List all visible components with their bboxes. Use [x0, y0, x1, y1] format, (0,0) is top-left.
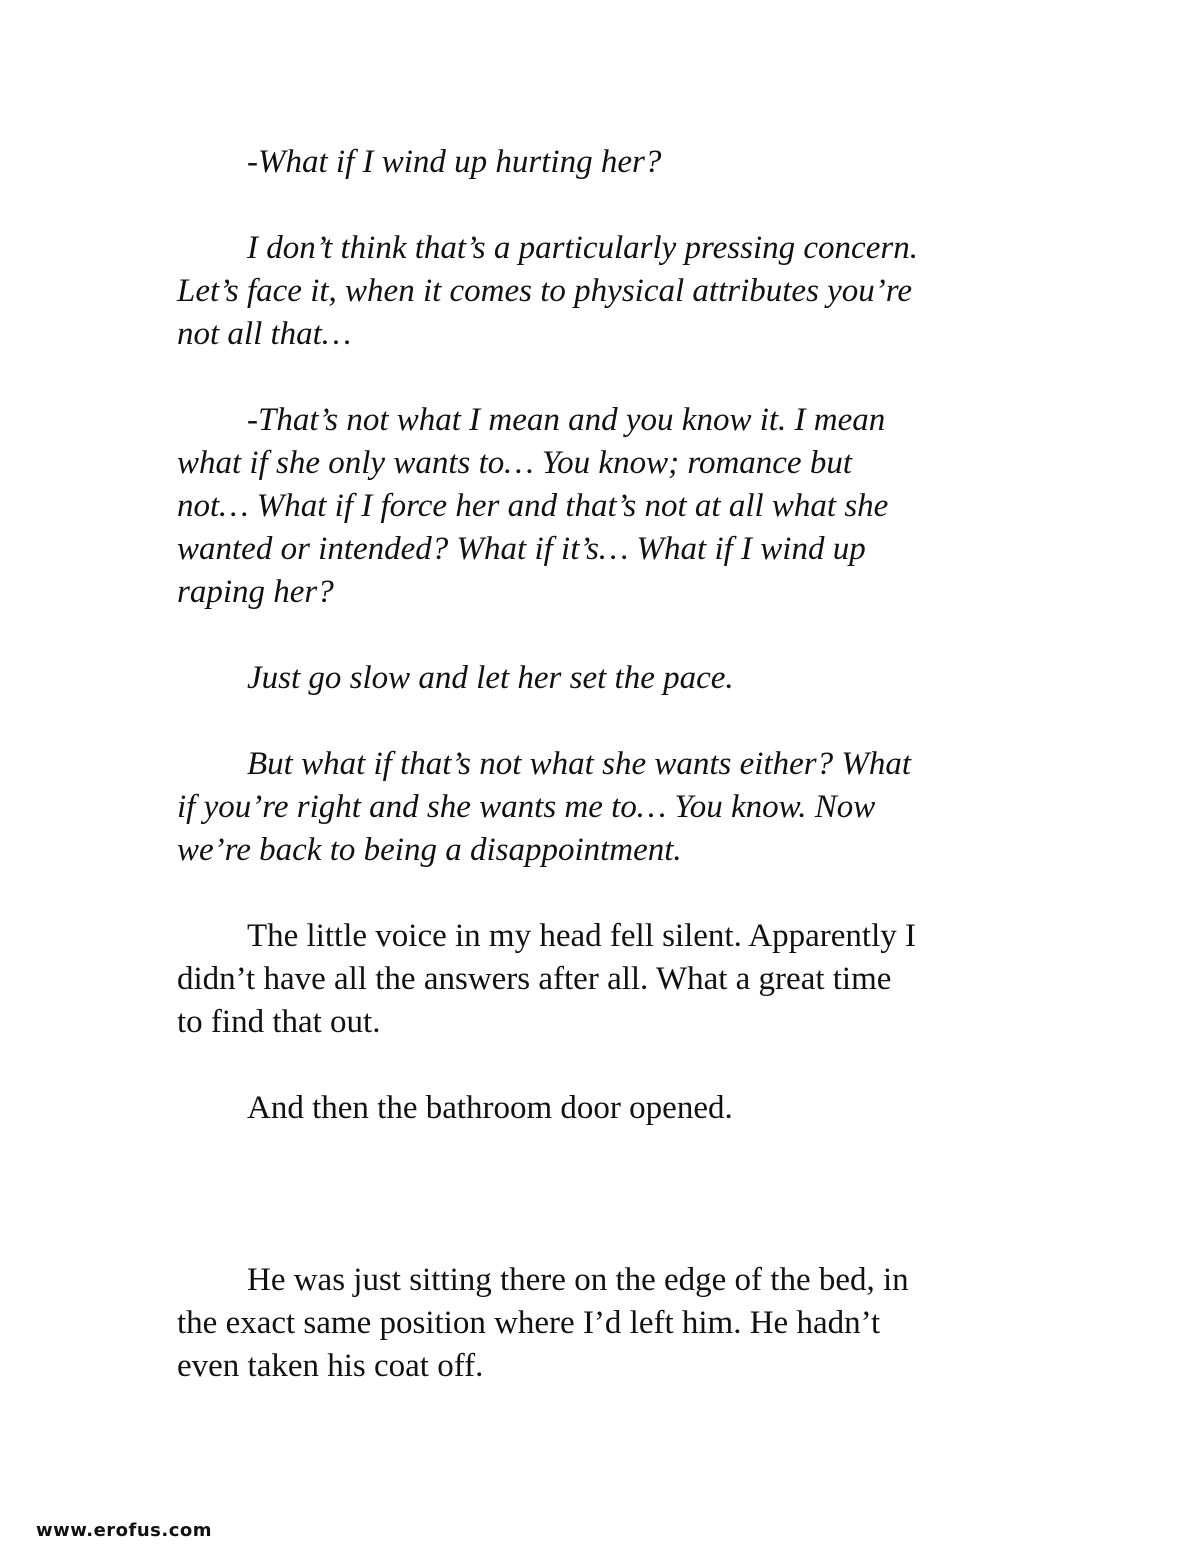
- paragraph-3-line-3: not… What if I force her and that’s not at all what she: [177, 488, 889, 524]
- paragraph-2-line-1: I don’t think that’s a particularly pressing concern.: [247, 230, 918, 266]
- watermark: www.erofus.com: [30, 1518, 218, 1543]
- paragraph-5-line-1: But what if that’s not what she wants either? What: [247, 746, 911, 782]
- paragraph-1-line-1: -What if I wind up hurting her?: [247, 144, 662, 180]
- paragraph-8-line-2: the exact same position where I’d left him. He hadn’t: [177, 1305, 881, 1341]
- paragraph-7-line-1: And then the bathroom door opened.: [247, 1090, 733, 1126]
- paragraph-2-line-2: Let’s face it, when it comes to physical attributes you’re: [177, 273, 913, 309]
- paragraph-4-line-1: Just go slow and let her set the pace.: [247, 660, 734, 696]
- paragraph-3-line-5: raping her?: [177, 574, 334, 610]
- paragraph-3-line-4: wanted or intended? What if it’s… What if I wind up: [177, 531, 866, 567]
- paragraph-6-line-3: to find that out.: [177, 1004, 381, 1040]
- paragraph-5-line-2: if you’re right and she wants me to… You know. Now: [177, 789, 876, 825]
- paragraph-5-line-3: we’re back to being a disappointment.: [177, 832, 682, 868]
- paragraph-3-line-1: -That’s not what I mean and you know it. I mean: [247, 402, 886, 438]
- paragraph-8-line-3: even taken his coat off.: [177, 1348, 484, 1384]
- paragraph-6-line-1: The little voice in my head fell silent. Apparently I: [247, 918, 916, 954]
- paragraph-2-line-3: not all that…: [177, 316, 352, 352]
- paragraph-8-line-1: He was just sitting there on the edge of the bed, in: [247, 1262, 909, 1298]
- paragraph-6-line-2: didn’t have all the answers after all. What a great time: [177, 961, 892, 997]
- paragraph-3-line-2: what if she only wants to… You know; romance but: [177, 445, 852, 481]
